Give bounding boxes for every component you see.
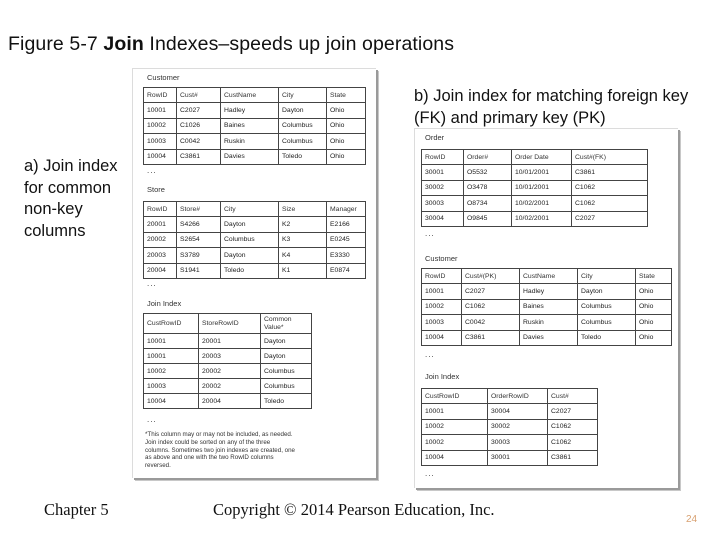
join-index-footnote: *This column may or may not be included, as needed. Join index could be sorted on any of the three columns. Sometimes two join indexes are created, one as above and one with the two RowID columns reversed.: [145, 431, 295, 470]
column-header: CustRowID: [422, 389, 488, 404]
column-header: Store#: [177, 202, 221, 217]
table-cell: Dayton: [261, 349, 312, 364]
table-caption-customer: Customer: [147, 73, 180, 82]
table-cell: 10002: [144, 118, 177, 134]
table-cell: 10001: [144, 334, 199, 349]
table-cell: E3330: [327, 248, 366, 264]
table-cell: Toledo: [279, 149, 327, 165]
table-cell: 10001: [422, 284, 462, 300]
table-row: [144, 263, 366, 279]
table-cell: 10004: [422, 450, 488, 466]
table-cell: C2027: [462, 284, 520, 300]
table-cell: Columbus: [578, 315, 636, 331]
table-cell: 20004: [144, 263, 177, 279]
slide-title: [8, 33, 454, 56]
table-cell: C2027: [548, 404, 598, 420]
table-cell: Ohio: [327, 134, 366, 150]
table-cell: 10001: [144, 349, 199, 364]
table-cell: 20001: [199, 334, 261, 349]
table-header-row: [422, 269, 672, 284]
table-row: [422, 330, 672, 346]
table-cell: O8734: [464, 196, 512, 212]
column-header: Order Date: [512, 150, 572, 165]
join-index-table-ellipsis: ...: [147, 415, 157, 424]
caption-join-index-fk-pk: b) Join index for matching foreign key (FK) and primary key (PK): [414, 87, 689, 127]
table-row: [144, 379, 312, 394]
table-row: [144, 394, 312, 409]
column-header: City: [221, 202, 279, 217]
table-cell: K2: [279, 217, 327, 233]
table-cell: Dayton: [578, 284, 636, 300]
table-cell: 10004: [144, 149, 177, 165]
table-cell: C1062: [462, 299, 520, 315]
table-cell: Ruskin: [221, 134, 279, 150]
customer-table: [143, 87, 366, 165]
table-row: [422, 299, 672, 315]
table-cell: 10001: [422, 404, 488, 420]
table-cell: C3861: [548, 450, 598, 466]
slide-title-suffix: Indexes–speeds up join operations: [143, 33, 455, 55]
table-cell: Ohio: [636, 315, 672, 331]
table-cell: Toledo: [221, 263, 279, 279]
table-row: [422, 196, 648, 212]
column-header: Order#: [464, 150, 512, 165]
table-row: [144, 149, 366, 165]
column-header: OrderRowID: [488, 389, 548, 404]
table-row: [144, 118, 366, 134]
column-header: CustName: [520, 269, 578, 284]
table-cell: Ohio: [327, 118, 366, 134]
table-header-row: [144, 202, 366, 217]
join-index-table: [143, 313, 312, 409]
table-cell: Columbus: [221, 232, 279, 248]
slide-title-bold: Join: [103, 33, 144, 55]
table-row: [422, 211, 648, 227]
table-cell: 10002: [422, 299, 462, 315]
table-cell: 10002: [422, 419, 488, 435]
table-cell: C2027: [177, 103, 221, 119]
table-cell: Ohio: [327, 103, 366, 119]
column-header: RowID: [144, 88, 177, 103]
column-header: State: [636, 269, 672, 284]
table-row: [422, 450, 598, 466]
table-cell: Dayton: [261, 334, 312, 349]
slide-title-prefix: Figure 5-7: [8, 33, 104, 55]
column-header: Cust#: [548, 389, 598, 404]
table-cell: Columbus: [279, 118, 327, 134]
table-cell: O5532: [464, 165, 512, 181]
table-cell: Ohio: [636, 330, 672, 346]
table-cell: 30002: [488, 419, 548, 435]
customer-table-b: [421, 268, 672, 346]
table-cell: 10001: [144, 103, 177, 119]
column-header: RowID: [422, 150, 464, 165]
table-cell: Dayton: [221, 217, 279, 233]
table-cell: 10003: [422, 315, 462, 331]
table-cell: E0245: [327, 232, 366, 248]
table-cell: C3861: [462, 330, 520, 346]
table-cell: 30001: [488, 450, 548, 466]
table-cell: Dayton: [221, 248, 279, 264]
store-table: [143, 201, 366, 279]
table-cell: Davies: [520, 330, 578, 346]
table-cell: 10003: [144, 134, 177, 150]
customer-table-ellipsis: ...: [147, 166, 157, 175]
table-cell: 10002: [144, 364, 199, 379]
table-cell: Ohio: [327, 149, 366, 165]
customer-table-b-ellipsis: ...: [425, 350, 435, 359]
table-cell: 20003: [144, 248, 177, 264]
table-cell: 30004: [488, 404, 548, 420]
table-cell: Columbus: [279, 134, 327, 150]
join-index-table-b-ellipsis: ...: [425, 469, 435, 478]
table-caption-customer-b: Customer: [425, 254, 458, 263]
table-cell: 20002: [199, 364, 261, 379]
table-caption-join-index: Join Index: [147, 299, 182, 308]
order-table-ellipsis: ...: [425, 229, 435, 238]
footer-copyright: Copyright © 2014 Pearson Education, Inc.: [213, 500, 495, 519]
table-cell: 10004: [422, 330, 462, 346]
column-header: CustName: [221, 88, 279, 103]
table-cell: 30004: [422, 211, 464, 227]
figure-panel-a: [132, 68, 376, 478]
column-header: Size: [279, 202, 327, 217]
column-header: RowID: [144, 202, 177, 217]
table-cell: 20004: [199, 394, 261, 409]
table-cell: K3: [279, 232, 327, 248]
table-row: [144, 232, 366, 248]
table-cell: 20002: [199, 379, 261, 394]
table-cell: Baines: [520, 299, 578, 315]
table-cell: 30003: [488, 435, 548, 451]
table-cell: S1941: [177, 263, 221, 279]
caption-join-index-nonkey: a) Join index for common non-key columns: [24, 157, 118, 240]
table-cell: C1062: [548, 435, 598, 451]
table-cell: 20003: [199, 349, 261, 364]
column-header: Manager: [327, 202, 366, 217]
figure-panel-b: [414, 128, 678, 488]
store-table-ellipsis: ...: [147, 279, 157, 288]
table-cell: C1026: [177, 118, 221, 134]
table-cell: C1062: [572, 196, 648, 212]
table-cell: C0042: [177, 134, 221, 150]
table-row: [422, 419, 598, 435]
table-cell: S4266: [177, 217, 221, 233]
table-cell: Ruskin: [520, 315, 578, 331]
column-header: State: [327, 88, 366, 103]
table-cell: Hadley: [221, 103, 279, 119]
table-cell: E2166: [327, 217, 366, 233]
table-header-row: [422, 150, 648, 165]
table-cell: 20001: [144, 217, 177, 233]
table-row: [144, 134, 366, 150]
table-cell: Toledo: [578, 330, 636, 346]
column-header: City: [279, 88, 327, 103]
table-row: [144, 349, 312, 364]
table-cell: E0874: [327, 263, 366, 279]
table-caption-order: Order: [425, 133, 445, 142]
table-cell: 10004: [144, 394, 199, 409]
table-cell: Hadley: [520, 284, 578, 300]
table-cell: 10003: [144, 379, 199, 394]
table-caption-store: Store: [147, 185, 165, 194]
table-cell: Dayton: [279, 103, 327, 119]
table-row: [422, 180, 648, 196]
table-row: [422, 404, 598, 420]
join-index-table-b: [421, 388, 598, 466]
table-caption-join-index-b: Join Index: [425, 372, 460, 381]
table-cell: C1062: [572, 180, 648, 196]
table-cell: C0042: [462, 315, 520, 331]
table-cell: K1: [279, 263, 327, 279]
footer-chapter: Chapter 5: [44, 500, 109, 519]
table-row: [144, 103, 366, 119]
column-header: Cust#(FK): [572, 150, 648, 165]
table-cell: 10/01/2001: [512, 165, 572, 181]
table-cell: Toledo: [261, 394, 312, 409]
table-cell: Baines: [221, 118, 279, 134]
table-row: [422, 165, 648, 181]
table-cell: O3478: [464, 180, 512, 196]
table-cell: 30002: [422, 180, 464, 196]
table-row: [144, 248, 366, 264]
table-row: [422, 435, 598, 451]
table-cell: Columbus: [261, 364, 312, 379]
page-number: 24: [686, 514, 698, 525]
table-row: [422, 284, 672, 300]
table-cell: C3861: [572, 165, 648, 181]
table-row: [422, 315, 672, 331]
table-row: [144, 217, 366, 233]
table-cell: Ohio: [636, 299, 672, 315]
table-cell: 10/02/2001: [512, 211, 572, 227]
table-row: [144, 364, 312, 379]
table-cell: 30003: [422, 196, 464, 212]
table-cell: 10/01/2001: [512, 180, 572, 196]
table-cell: Ohio: [636, 284, 672, 300]
column-header: Cust#(PK): [462, 269, 520, 284]
table-cell: C2027: [572, 211, 648, 227]
column-header: Common Value*: [261, 314, 312, 334]
table-row: [144, 334, 312, 349]
table-cell: 30001: [422, 165, 464, 181]
table-header-row: [144, 88, 366, 103]
table-cell: 10002: [422, 435, 488, 451]
column-header: Cust#: [177, 88, 221, 103]
order-table: [421, 149, 648, 227]
table-header-row: [144, 314, 312, 334]
column-header: RowID: [422, 269, 462, 284]
table-header-row: [422, 389, 598, 404]
column-header: City: [578, 269, 636, 284]
table-cell: Columbus: [578, 299, 636, 315]
table-cell: K4: [279, 248, 327, 264]
table-cell: C1062: [548, 419, 598, 435]
table-cell: Davies: [221, 149, 279, 165]
table-cell: C3861: [177, 149, 221, 165]
table-cell: Columbus: [261, 379, 312, 394]
table-cell: S3789: [177, 248, 221, 264]
table-cell: 10/02/2001: [512, 196, 572, 212]
column-header: StoreRowID: [199, 314, 261, 334]
table-cell: 20002: [144, 232, 177, 248]
column-header: CustRowID: [144, 314, 199, 334]
table-cell: O9845: [464, 211, 512, 227]
table-cell: S2654: [177, 232, 221, 248]
